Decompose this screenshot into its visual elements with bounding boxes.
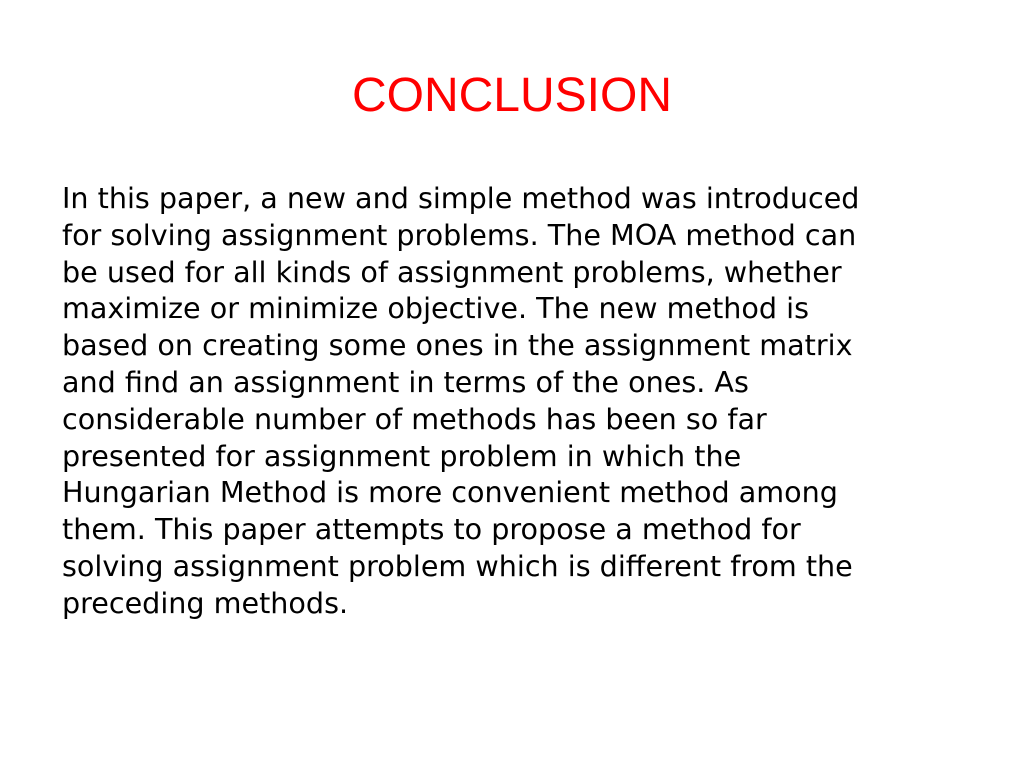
body-line: considerable number of methods has been so far: [62, 401, 767, 436]
body-line: and find an assignment in terms of the ones. As: [62, 364, 749, 399]
body-line: In this paper, a new and simple method was introduced: [62, 181, 860, 215]
slide-title: CONCLUSION: [351, 69, 673, 122]
body-line: maximize or minimize objective. The new method is: [62, 291, 809, 326]
slide-body: [62, 180, 962, 622]
body-line: Hungarian Method is more convenient method among: [62, 475, 838, 510]
body-line: preceding methods.: [62, 585, 349, 620]
body-line: be used for all kinds of assignment problems, whether: [62, 254, 842, 289]
body-line: based on creating some ones in the assignment matrix: [62, 328, 853, 363]
body-line: solving assignment problem which is different from the: [62, 548, 853, 583]
body-line: presented for assignment problem in which the: [62, 438, 742, 473]
body-line: for solving assignment problems. The MOA method can: [62, 217, 857, 252]
body-line: them. This paper attempts to propose a method for: [62, 512, 801, 547]
